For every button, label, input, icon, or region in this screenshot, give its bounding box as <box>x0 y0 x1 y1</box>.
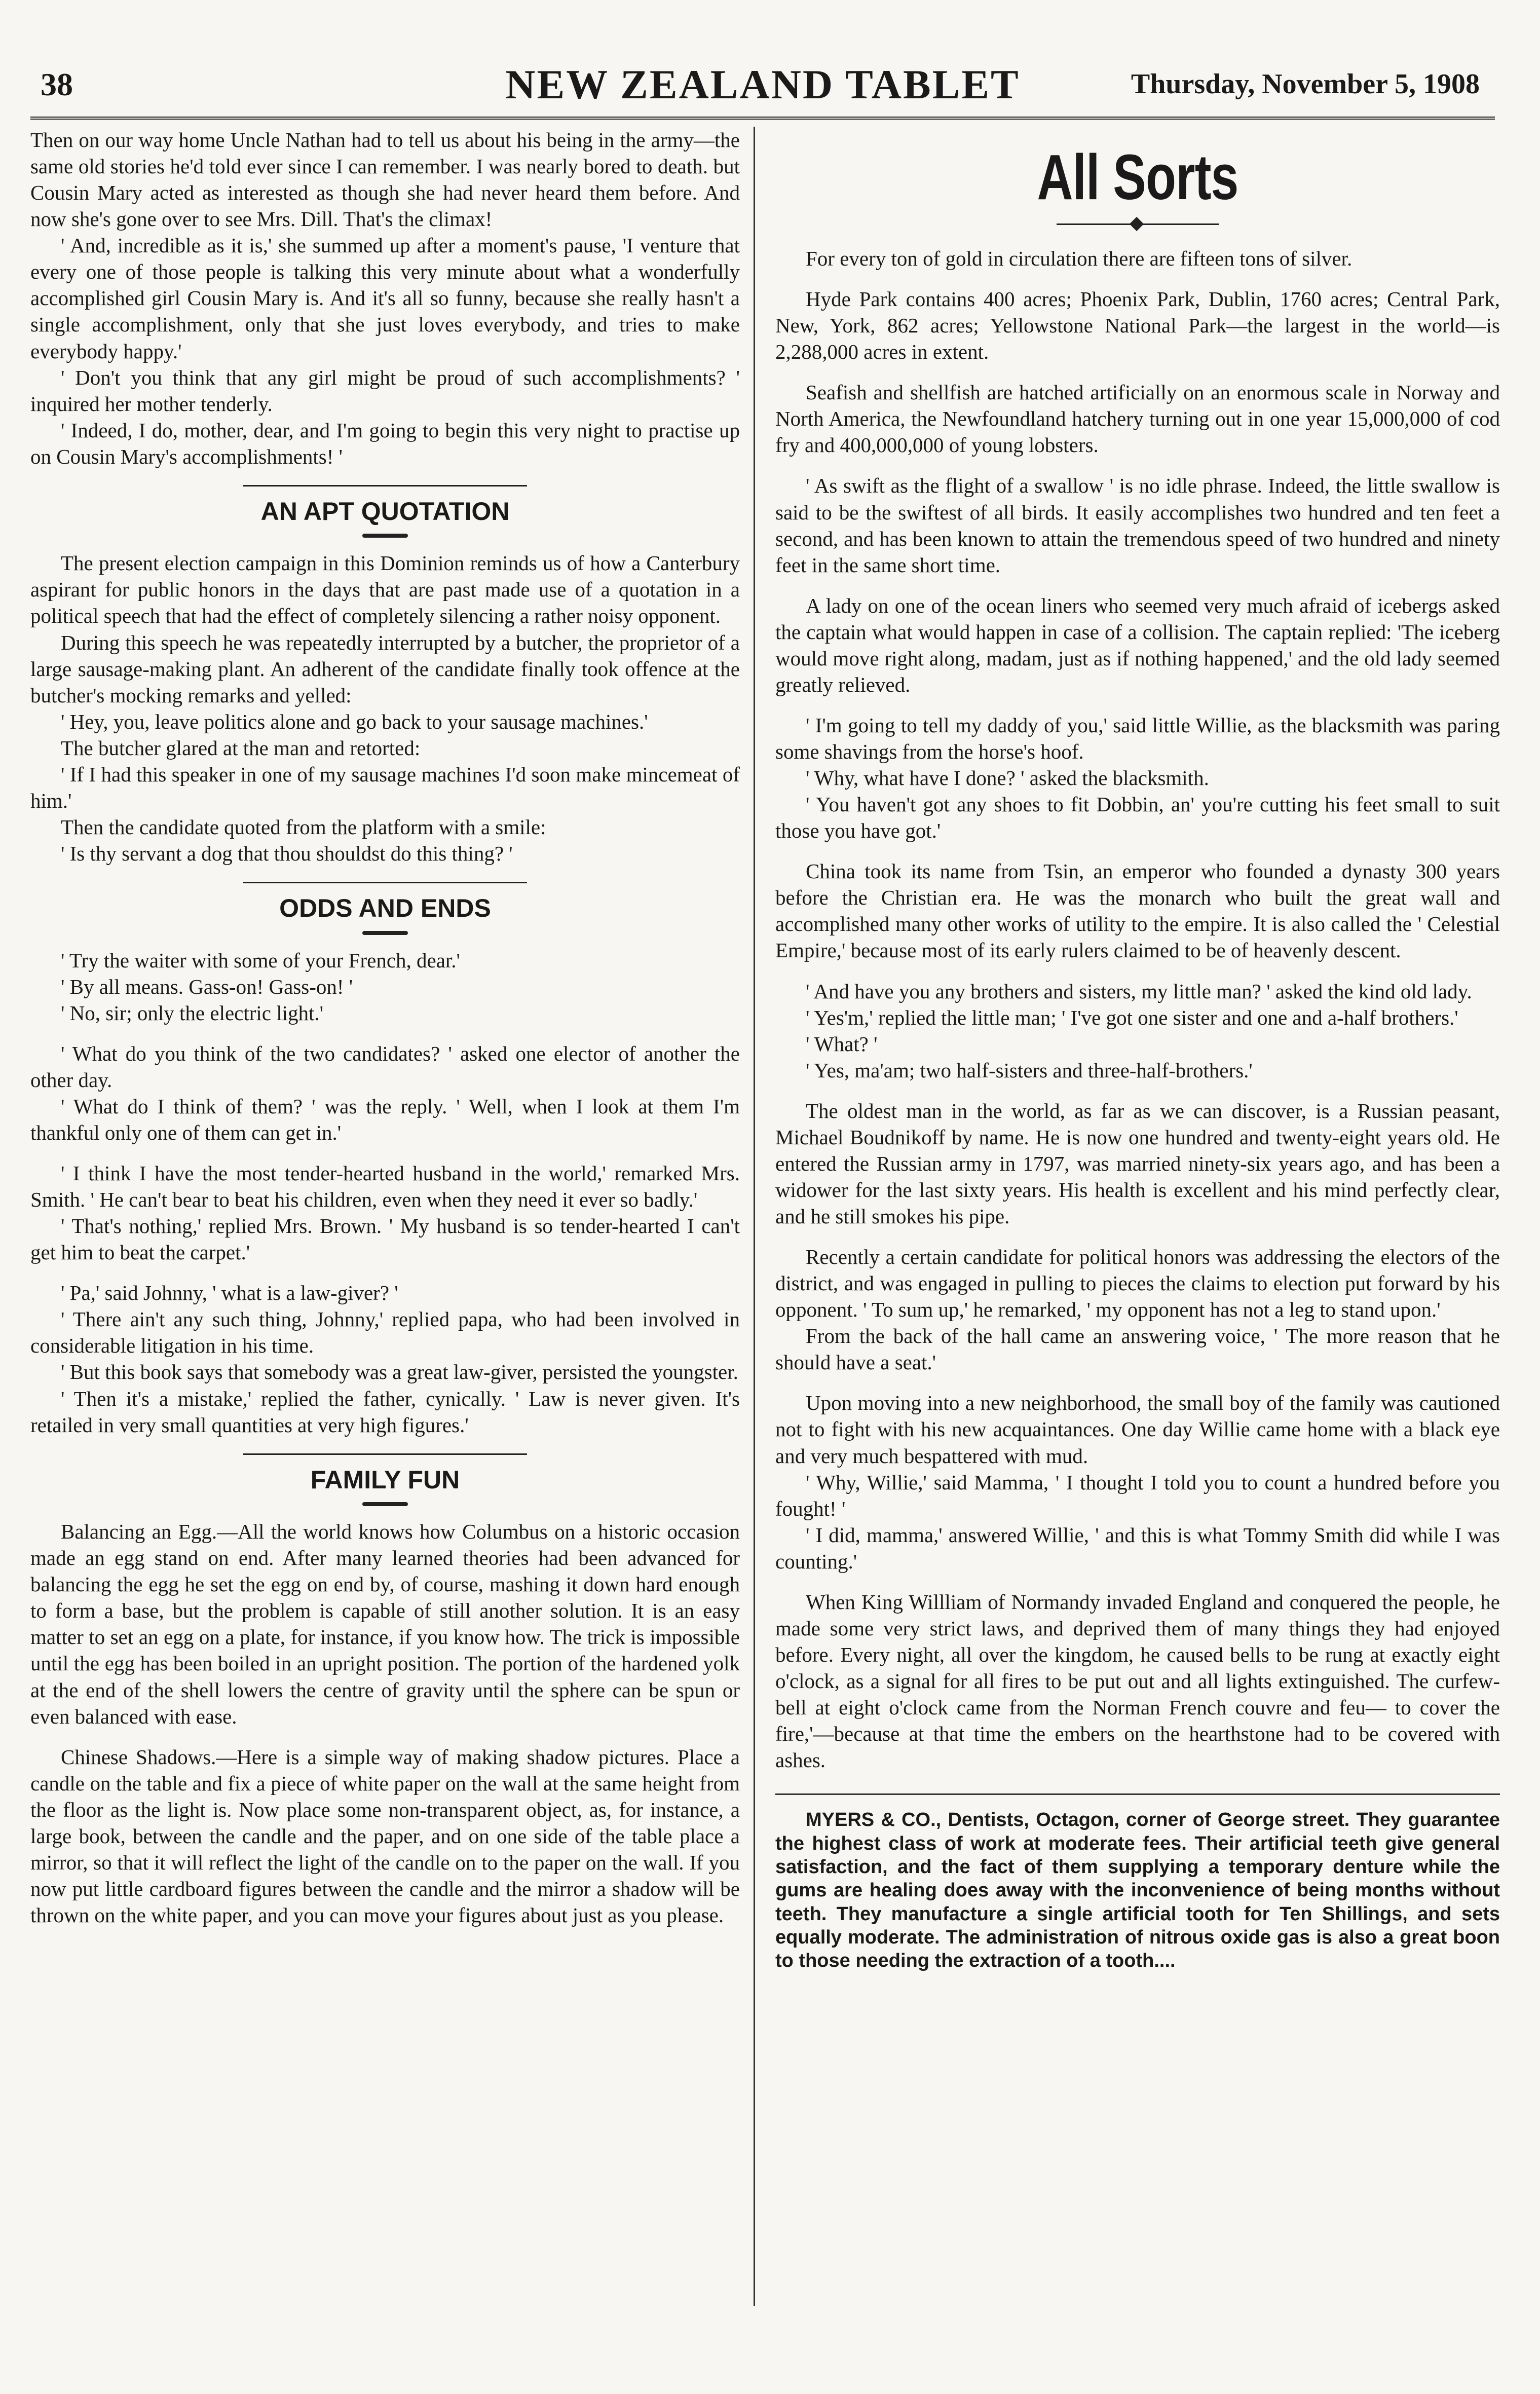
diamond-rule-ornament <box>1057 221 1219 227</box>
right-column <box>775 127 1500 1973</box>
publication-title: NEW ZEALAND TABLET <box>505 61 1020 107</box>
item-paragraph: ' Why, Willie,' said Mamma, ' I thought I told you to count a hundred before you fought! ' <box>775 1470 1500 1520</box>
item-paragraph: A lady on one of the ocean liners who seemed very much afraid of icebergs asked the captain what would happen in case of a collision. The captain replied: 'The iceberg would move right along, madam, just as if nothing happened,' and the old lady seemed greatly relieved. <box>775 593 1500 696</box>
section-rule <box>243 485 527 487</box>
section-ornament <box>362 1502 408 1506</box>
story-paragraph: ' Indeed, I do, mother, dear, and I'm going to begin this very night to practise up on Cousin Mary's accomplishments! ' <box>30 418 740 468</box>
item-paragraph: For every ton of gold in circulation there are fifteen tons of silver. <box>806 247 1353 271</box>
item-paragraph: China took its name from Tsin, an emperor who founded a dynasty 300 years before the Christian era. He was the monarch who built the great wall and accomplished many other works of utility to the empire. It is also called the ' Celestial Empire,' because most of its early rulers claimed to be of heavenly descent. <box>775 859 1500 962</box>
item-paragraph: Upon moving into a new neighborhood, the small boy of the family was cautioned not to fight with his new acquaintances. One day Willie came home with a black eye and very much bespattered with mud. <box>775 1391 1500 1468</box>
item-paragraph: ' Yes, ma'am; two half-sisters and three-half-brothers.' <box>806 1058 1253 1082</box>
article-paragraph: ' If I had this speaker in one of my sausage machines I'd soon make mincemeat of him.' <box>30 762 740 812</box>
joke-line: ' I think I have the most tender-hearted husband in the world,' remarked Mrs. Smith. ' He can't bear to beat his children, even when they need it ever so badly.' <box>30 1162 740 1212</box>
page-header <box>30 61 1495 120</box>
joke-line: ' What do you think of the two candidates? ' asked one elector of another the other day. <box>30 1041 740 1092</box>
item-paragraph: Seafish and shellfish are hatched artificially on an enormous scale in Norway and North America, the Newfoundland hatchery turning out in one year 15,000,000 of cod fry and 400,000,000 of young lobsters. <box>775 381 1500 457</box>
joke-line: ' That's nothing,' replied Mrs. Brown. ' My husband is so tender-hearted I can't get him to beat the carpet.' <box>30 1214 740 1264</box>
joke-line: ' Pa,' said Johnny, ' what is a law-giver? ' <box>61 1281 398 1305</box>
story-paragraph: ' And, incredible as it is,' she summed up after a moment's pause, 'I venture that every one of those people is talking this very minute about what a wonderfully accomplished girl Cousin Mary is. And it's all so funny, because she really hasn't a single accomplishment, only that she just loves everybody, and tries to make everybody happy.' <box>30 234 740 363</box>
dentist-advertisement <box>775 1793 1500 1973</box>
section-ornament <box>362 931 408 935</box>
item-paragraph: Hyde Park contains 400 acres; Phoenix Park, Dublin, 1760 acres; Central Park, New, York, 862 acres; Yellowstone National Park—the largest in the world—is 2,288,000 acres in extent. <box>775 287 1500 364</box>
item-paragraph: From the back of the hall came an answering voice, ' The more reason that he should have a seat.' <box>775 1324 1500 1374</box>
issue-date: Thursday, November 5, 1908 <box>1131 68 1480 100</box>
all-sorts-title: All Sorts <box>1037 141 1238 213</box>
section-rule <box>243 882 527 883</box>
item-paragraph: ' What? ' <box>806 1032 878 1056</box>
article-paragraph: Then the candidate quoted from the platform with a smile: <box>61 815 546 839</box>
article-paragraph: ' Is thy servant a dog that thou shouldst do this thing? ' <box>61 842 513 865</box>
joke-line: ' What do I think of them? ' was the reply. ' Well, when I look at them I'm thankful only one of them can get in.' <box>30 1094 740 1144</box>
item-paragraph: ' You haven't got any shoes to fit Dobbin, an' you're cutting his feet small to suit those you have got.' <box>775 793 1500 843</box>
story-paragraph: ' Don't you think that any girl might be proud of such accomplishments? ' inquired her mother tenderly. <box>30 365 740 416</box>
section-heading-odds-and-ends: ODDS AND ENDS <box>30 882 740 935</box>
joke-line: ' Then it's a mistake,' replied the father, cynically. ' Law is never given. It's retailed in very small quantities at very high figures.' <box>30 1387 740 1437</box>
joke-line: ' Try the waiter with some of your French, dear.' <box>61 948 460 972</box>
article-paragraph: During this speech he was repeatedly interrupted by a butcher, the proprietor of a large sausage-making plant. An adherent of the candidate finally took offence at the butcher's mocking remarks and yelled: <box>30 630 740 707</box>
article-paragraph: Chinese Shadows.—Here is a simple way of making shadow pictures. Place a candle on the table and fix a piece of white paper on the wall at the same height from the floor as the light is. Now place some non-transparent object, as, for instance, a large book, between the candle and the paper, and on one side of the table place a mirror, so that it will reflect the light of the candle on to the paper on the wall. If you now put little cardboard figures between the candle and the mirror a shadow will be thrown on the white paper, and you can move your figures about just as you please. <box>30 1745 740 1927</box>
item-paragraph: Recently a certain candidate for political honors was addressing the electors of the district, and was engaged in pulling to pieces the claims to election put forward by his opponent. ' To sum up,' he remarked, ' my opponent has not a leg to stand upon.' <box>775 1245 1500 1322</box>
article-paragraph: Balancing an Egg.—All the world knows how Columbus on a historic occasion made an egg stand on end. After many learned theories had been advanced for balancing the egg he set the egg on end by, of course, mashing it down hard enough to form a base, but the problem is capable of still another solution. It is an easy matter to set an egg on a plate, for instance, if you know how. The trick is impossible until the egg has been boiled in an upright position. The portion of the hardened yolk at the end of the shell lowers the centre of gravity until the sphere can be spun or even balanced with ease. <box>30 1520 740 1728</box>
item-paragraph: When King Willliam of Normandy invaded England and conquered the people, he made some very strict laws, and deprived them of many things they had enjoyed before. Every night, all over the kingdom, he caused bells to be rung at exactly eight o'clock, as a signal for all fires to be put out and all lights extinguished. The curfew-bell at eight o'clock came from the Norman French couvre and feu— to cover the fire,'—because at that time the embers on the hearthstone had to be covered with ashes. <box>775 1590 1500 1772</box>
item-paragraph: ' I'm going to tell my daddy of you,' said little Willie, as the blacksmith was paring some shavings from the horse's hoof. <box>775 713 1500 764</box>
page-number: 38 <box>41 66 73 102</box>
item-paragraph: The oldest man in the world, as far as we can discover, is a Russian peasant, Michael Boudnikoff by name. He is now one hundred and twenty-eight years old. He entered the Russian army in 1797, was married ninety-six years ago, and has been a widower for the last sixty years. His health is excellent and his mind perfectly clear, and he still smokes his pipe. <box>775 1099 1500 1228</box>
section-heading-family-fun: FAMILY FUN <box>30 1453 740 1507</box>
section-rule <box>243 1453 527 1455</box>
joke-line: ' There ain't any such thing, Johnny,' replied papa, who had been involved in considerable litigation in his time. <box>30 1307 740 1358</box>
item-paragraph: ' As swift as the flight of a swallow ' is no idle phrase. Indeed, the little swallow is said to be the swiftest of all birds. It easily accomplishes two hundred and ten feet a second, and has been known to attain the tremendous speed of two hundred and ninety feet in the same short time. <box>775 474 1500 577</box>
article-paragraph: The butcher glared at the man and retorted: <box>61 736 421 760</box>
joke-line: ' By all means. Gass-on! Gass-on! ' <box>61 975 353 998</box>
advertisement-text: MYERS & CO., Dentists, Octagon, corner of George street. They guarantee the highest class of work at moderate fees. Their artificial teeth give general satisfaction, and the fact of them supplying a temporary denture while the gums are healing does away with the inconvenience of being months without teeth. They manufacture a single artificial tooth for Ten Shillings, and sets equally moderate. The administration of nitrous oxide gas is also a great boon to those needing the extraction of a tooth.... <box>775 1809 1500 1972</box>
item-paragraph: ' Why, what have I done? ' asked the blacksmith. <box>806 766 1209 790</box>
article-paragraph: ' Hey, you, leave politics alone and go back to your sausage machines.' <box>61 709 648 733</box>
joke-line: ' No, sir; only the electric light.' <box>61 1001 324 1025</box>
item-paragraph: ' And have you any brothers and sisters, my little man? ' asked the kind old lady. <box>806 979 1472 1003</box>
section-heading-apt-quotation: AN APT QUOTATION <box>30 485 740 538</box>
article-paragraph: The present election campaign in this Dominion reminds us of how a Canterbury aspirant for public honors in the days that are past made use of a quotation in a political speech that had the effect of completely silencing a rather noisy opponent. <box>30 551 740 628</box>
all-sorts-masthead <box>775 137 1500 227</box>
left-column <box>30 127 740 1928</box>
column-divider <box>754 127 755 2306</box>
item-paragraph: ' I did, mamma,' answered Willie, ' and this is what Tommy Smith did while I was counting.' <box>775 1523 1500 1573</box>
story-paragraph: Then on our way home Uncle Nathan had to tell us about his being in the army—the same old stories he'd told ever since I can remember. I was nearly bored to death. but Cousin Mary acted as interested as though she had never heard them before. And now she's gone over to see Mrs. Dill. That's the climax! <box>30 128 740 231</box>
joke-line: ' But this book says that somebody was a great law-giver, persisted the youngster. <box>61 1360 738 1384</box>
section-ornament <box>362 534 408 538</box>
item-paragraph: ' Yes'm,' replied the little man; ' I've got one sister and one and a-half brothers.' <box>806 1005 1458 1029</box>
